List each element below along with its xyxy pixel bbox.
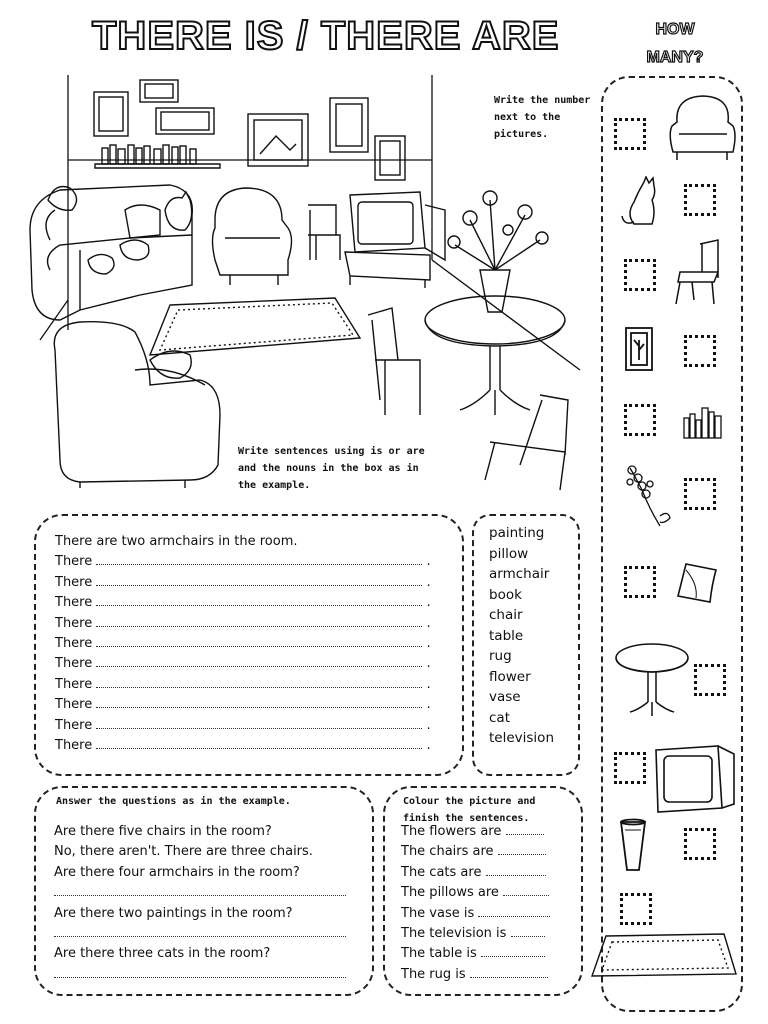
count-box-armchair[interactable] [614, 118, 646, 150]
cat-icon [620, 176, 662, 228]
example-sentence: There are two armchairs in the room. [55, 534, 298, 549]
colour-instruction: Colour the picture and finish the sentences. [403, 796, 536, 824]
question-4: Are there three cats in the room? [54, 946, 271, 962]
count-box-cat[interactable] [684, 184, 716, 216]
count-box-rug[interactable] [620, 893, 652, 925]
count-box-flower[interactable] [684, 478, 716, 510]
count-box-vase[interactable] [684, 828, 716, 860]
pillow-icon [672, 560, 720, 606]
armchair-icon [665, 92, 740, 164]
painting-icon [624, 326, 654, 372]
answer-line[interactable] [54, 883, 346, 903]
flower-icon [620, 460, 672, 532]
question-lines [54, 822, 346, 985]
noun-item: rug [489, 648, 512, 664]
table-icon [612, 638, 692, 720]
colour-sentence[interactable]: The table is [401, 944, 550, 964]
sentence-line[interactable]: There . [55, 717, 431, 733]
answer-line[interactable] [54, 924, 346, 944]
television-icon [652, 742, 738, 818]
noun-item: cat [489, 709, 510, 726]
sentence-line[interactable]: There . [55, 595, 431, 611]
count-box-painting[interactable] [684, 335, 716, 367]
sentence-line[interactable]: There . [55, 656, 431, 672]
rug-icon [588, 930, 740, 978]
answer-line[interactable] [54, 965, 346, 985]
question-1: Are there five chairs in the room? [54, 824, 272, 839]
sentence-line[interactable]: There . [55, 676, 431, 692]
question-3: Are there two paintings in the room? [54, 905, 293, 921]
sentence-line[interactable]: There . [55, 574, 431, 590]
sentence-line[interactable]: There . [55, 636, 431, 652]
colour-sentence[interactable]: The rug is [401, 965, 550, 985]
colour-sentence[interactable]: The cats are [401, 863, 550, 883]
noun-list [489, 523, 554, 749]
colour-sentence[interactable]: The television is [401, 924, 550, 944]
sentence-line[interactable]: There . [55, 554, 431, 570]
noun-item: chair [489, 607, 523, 623]
chair-icon [672, 238, 722, 308]
how-many-heading: HOW MANY? [646, 21, 704, 66]
books-icon [682, 404, 726, 440]
colour-sentence[interactable]: The flowers are [401, 822, 550, 842]
sentences-instruction: Write sentences using is or are and the nouns in the box as in the example. [238, 446, 425, 491]
noun-item: armchair [489, 566, 550, 582]
colour-sentence[interactable]: The vase is [401, 904, 550, 924]
count-box-chair[interactable] [624, 259, 656, 291]
questions-instruction: Answer the questions as in the example. [56, 796, 291, 807]
count-box-table[interactable] [694, 664, 726, 696]
noun-item: pillow [489, 545, 529, 562]
sentence-line[interactable]: There . [55, 615, 431, 631]
count-box-television[interactable] [614, 752, 646, 784]
page-title: THERE IS / THERE ARE [92, 14, 560, 58]
question-2: Are there four armchairs in the room? [54, 864, 300, 880]
sentence-line[interactable]: There . [55, 738, 431, 754]
noun-item: television [489, 730, 554, 746]
count-box-book[interactable] [624, 404, 656, 436]
noun-item: vase [489, 689, 521, 705]
sentence-lines [55, 532, 431, 756]
answer-1: No, there aren't. There are three chairs. [54, 844, 313, 860]
noun-item: book [489, 586, 522, 603]
colour-sentence[interactable]: The chairs are [401, 842, 550, 862]
vase-icon [618, 818, 648, 874]
noun-item: table [489, 627, 524, 644]
sentence-line[interactable]: There . [55, 697, 431, 713]
colour-sentence-lines [401, 822, 550, 985]
count-box-pillow[interactable] [624, 566, 656, 598]
count-instruction: Write the number next to the pictures. [494, 95, 591, 140]
noun-item: painting [489, 525, 545, 541]
noun-item: flower [489, 668, 531, 685]
colour-sentence[interactable]: The pillows are [401, 883, 550, 903]
